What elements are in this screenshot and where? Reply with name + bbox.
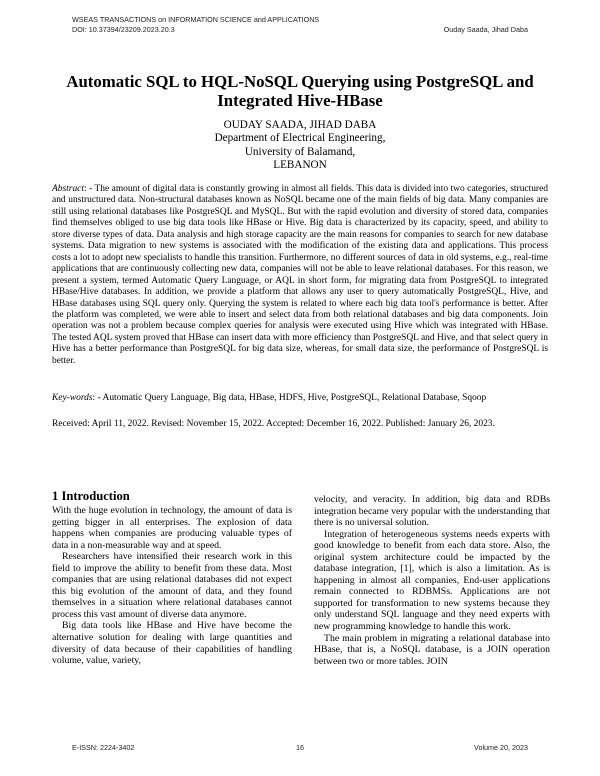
left-column [52,505,292,667]
title-line-1: Automatic SQL to HQL-NoSQL Querying using PostgreSQL and [66,72,534,91]
journal-name: WSEAS TRANSACTIONS on INFORMATION SCIENCE and APPLICATIONS [72,15,320,24]
footer-page-number: 16 [296,743,304,752]
abstract [52,184,548,367]
section-heading: 1 Introduction [52,489,130,503]
running-authors: Ouday Saada, Jihad Daba [443,25,528,34]
paper-title [40,72,560,110]
paragraph: Integration of heterogeneous systems needs experts with good knowledge to benefit from each data store. Also, the original system architecture could be impacted by the database integration, [1], which is also a limitation. As is happening in almost all companies, End-user applications remain connected to RDBMSs. Applications are not supported for transformation to new systems because they only understand SQL language and they need experts with new programming knowledge to handle this work. [314,528,550,633]
author-block [0,119,600,173]
paragraph: velocity, and veracity. In addition, big data and RDBs integration became very popular with the understanding that there is no universal solution. [314,494,550,529]
paragraph: The main problem in migrating a relational database into HBase, that is, a NoSQL database, is a JOIN operation between two or more tables. JOIN [314,632,550,667]
title-line-2: Integrated Hive-HBase [217,91,383,110]
abstract-text: : - The amount of digital data is constantly growing in almost all fields. This data is divided into two categories, structured and unstructured data. Non-structural databases known as NoSQL became one of the main fields of big data. Many companies are still using relational databases like PostgreSQL and MySQL. But with the rapid evolution and diversity of stored data, companies find themselves obliged to use big data tools like HBase or Hive. Big data is characterized by its capacity, speed, and ability to store diverse types of data. Data analysis and high storage capacity are the main reasons for companies to search for new database systems. Data migration to new systems is associated with the modification of the existing data and applications. This process costs a lot to adopt new specialists to handle this transition. Furthermore, no different sources of data in old systems, e.g., real-time applications that are continuously collecting new data, companies will not be able to leave relational databases. For this reason, we present a system, termed Automatic Query Language, or AQL in short form, for migrating data from PostgreSQL to integrated HBase/Hive databases. In addition, we provide a platform that allows any user to query automatically PostgreSQL, Hive, and HBase databases using SQL query only. Querying the system is related to where each big data tool's performance is better. After the platform was completed, we were able to insert and select data from both relational databases and big data components. Join operation was not a problem because complex queries for analysis were executed using Hive which was integrated with HBase. The tested AQL system proved that HBase can insert data with more efficiency than PostgreSQL and Hive, and that select query in Hive has a better performance than PostgreSQL for big data size, whereas, for small data size, the performance of PostgreSQL is better. [52,184,548,366]
affiliation-department: Department of Electrical Engineering, [214,132,386,145]
abstract-label: Abstract [52,184,84,194]
doi: DOI: 10.37394/23209.2023.20.3 [72,25,175,34]
paragraph: With the huge evolution in technology, the amount of data is getting bigger in all enterprises. The explosion of data happens when companies are producing valuable types of data in a non-measurable way and at speed. [52,505,292,551]
keywords-label: Key-words [52,393,93,403]
paragraph: Big data tools like HBase and Hive have become the alternative solution for dealing with large quantities and diversity of data because of their capabilities of handling volume, value, variety, [52,620,292,667]
footer-issn: E-ISSN: 2224-3402 [72,743,135,752]
keywords [52,393,548,404]
keywords-text: : - Automatic Query Language, Big data, HBase, HDFS, Hive, PostgreSQL, Relational Database, Sqoop [92,393,487,403]
right-column [314,494,550,667]
affiliation-university: University of Balamand, [244,145,356,158]
footer-volume: Volume 20, 2023 [474,743,528,752]
author-names: OUDAY SAADA, JIHAD DABA [223,119,377,131]
affiliation-country: LEBANON [273,159,327,172]
received-dates: Received: April 11, 2022. Revised: November 15, 2022. Accepted: December 16, 2022. Published: January 26, 2023. [52,419,495,429]
paragraph: Researchers have intensified their research work in this field to improve the ability to benefit from these data. Most companies that are using relational databases did not expect this big evolution of the amount of data, and they found themselves in a situation where relational databases cannot process this vast amount of diverse data anymore. [52,551,292,620]
